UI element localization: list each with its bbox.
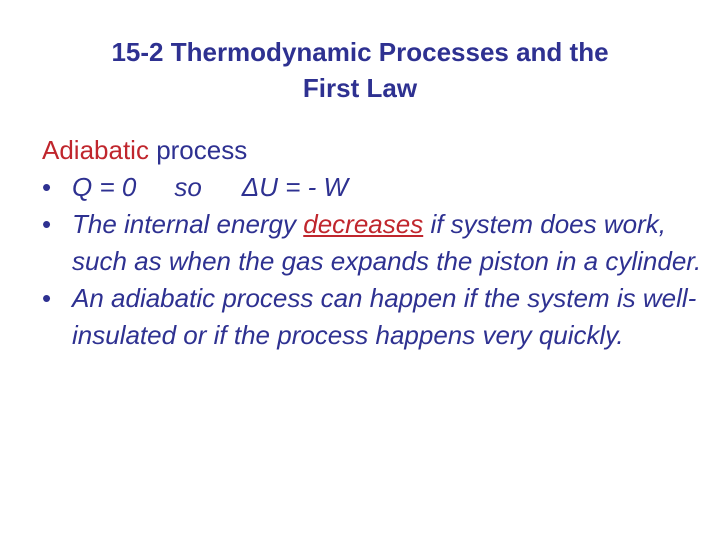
- internal-energy-after: if system does work, such as when the gas expands the piston in a cylinder.: [72, 209, 702, 276]
- bullet-equation: [42, 169, 702, 206]
- bullet-internal-energy: [42, 206, 702, 280]
- section-term: Adiabatic: [42, 135, 149, 165]
- equation-so: so: [174, 172, 202, 202]
- title-line-2: First Law: [302, 73, 418, 103]
- bullet-marker: •: [42, 172, 52, 202]
- title-line-1: 15-2 Thermodynamic Processes and the: [111, 37, 609, 67]
- adiabatic-conditions-text: An adiabatic process can happen if the system is well-insulated or if the process happens very quickly.: [72, 283, 697, 350]
- bullet-adiabatic-conditions: [42, 280, 702, 354]
- slide-title: [0, 34, 720, 106]
- section-heading: [42, 132, 702, 169]
- equation-q: Q = 0: [72, 172, 137, 202]
- bullet-marker: •: [42, 209, 52, 239]
- decreases-highlight: decreases: [303, 209, 424, 239]
- equation-delta-u: ΔU = - W: [241, 172, 349, 202]
- internal-energy-before: The internal energy: [72, 209, 304, 239]
- bullet-marker: •: [42, 283, 52, 313]
- section-rest: process: [148, 135, 248, 165]
- slide-body: [42, 132, 702, 354]
